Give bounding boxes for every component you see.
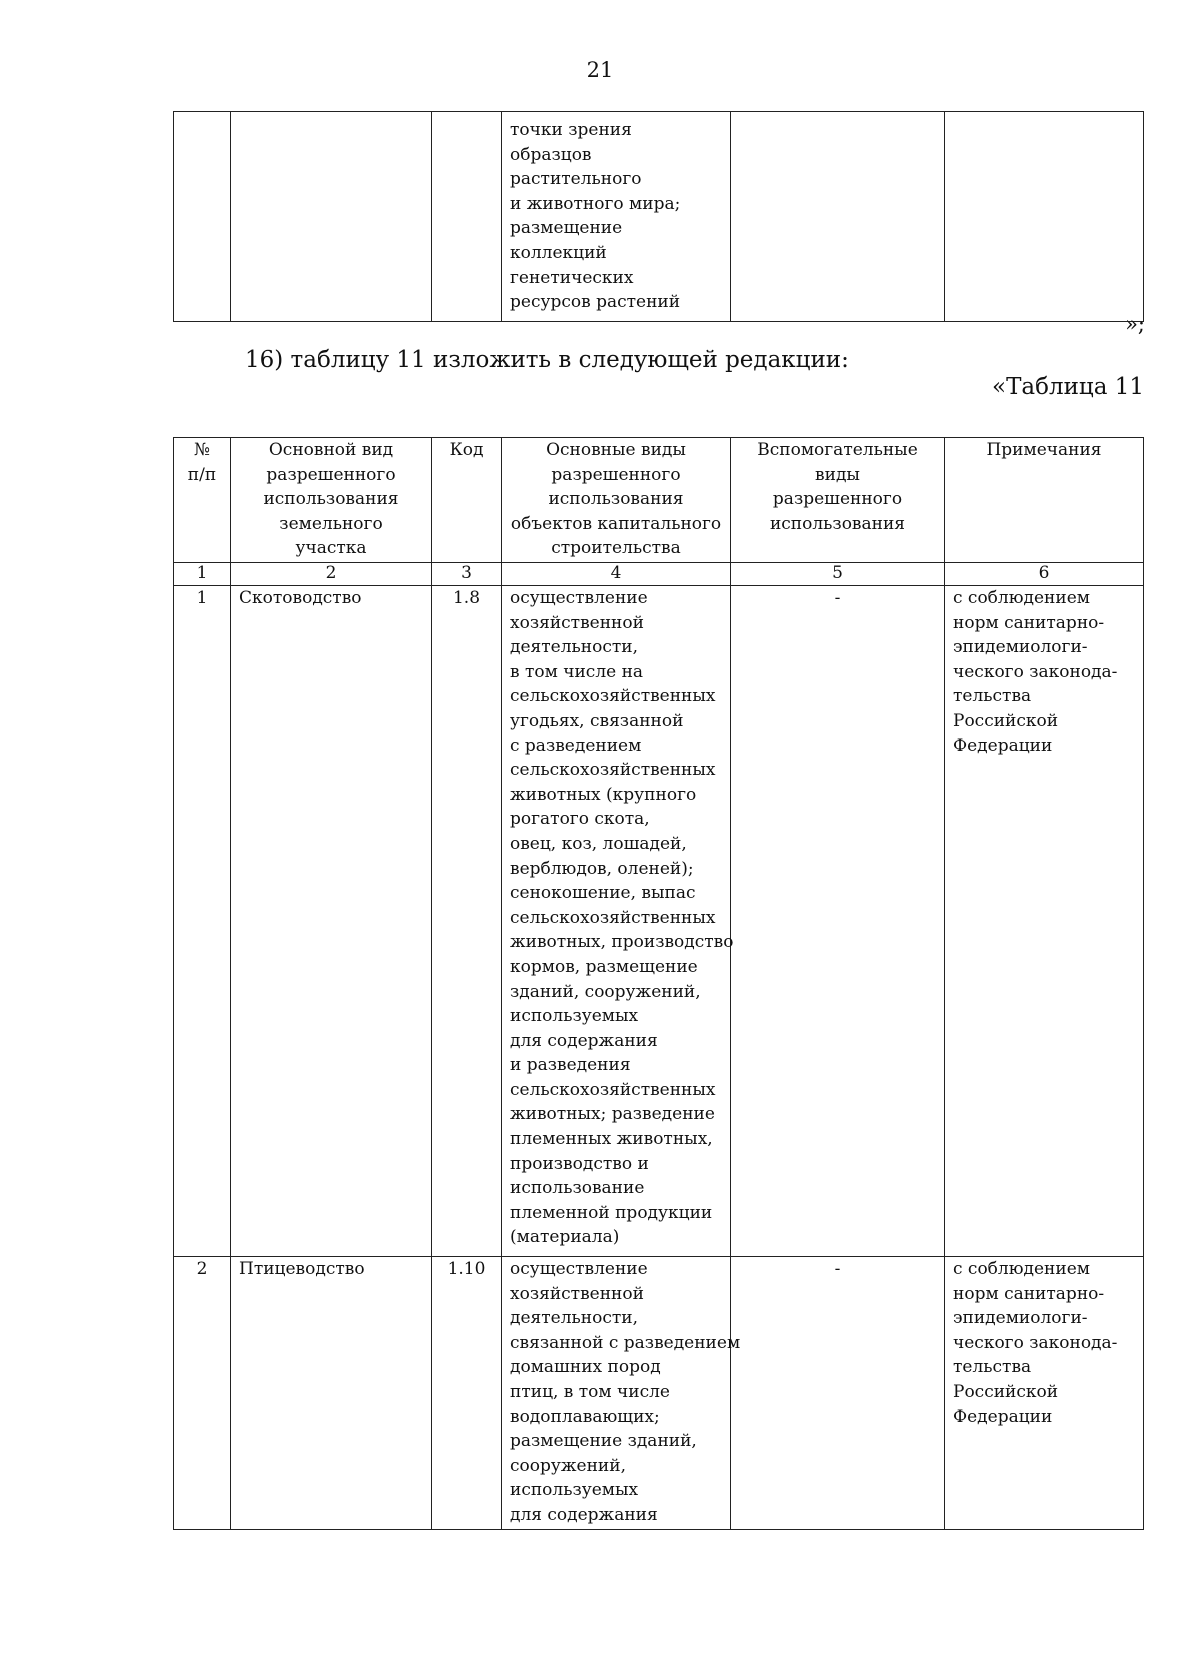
continued-table (173, 111, 1144, 322)
text-line: Российской (953, 1381, 1059, 1402)
column-number: 5 (731, 563, 945, 586)
cell-code (432, 112, 502, 322)
closing-quote: »; (1125, 312, 1145, 336)
text-line: эпидемиологи- (953, 637, 1088, 658)
text-line: с соблюдением (953, 588, 1090, 608)
text-line: в том числе на (510, 661, 644, 682)
text-line: связанной с разведением (510, 1332, 741, 1353)
text-line: сооружений, (510, 1455, 626, 1476)
text-line: Российской (953, 710, 1059, 731)
text-line: для содержания (510, 1030, 658, 1051)
text-line: использования (263, 489, 399, 510)
text-line: ческого законода- (953, 1332, 1118, 1353)
table-row (174, 1257, 1144, 1530)
text-line: п/п (187, 464, 217, 485)
text-line: и разведения (510, 1055, 631, 1076)
header-code (432, 438, 502, 563)
text-line: сельскохозяйственных (510, 760, 716, 781)
text-line: деятельности, (510, 1308, 638, 1329)
table-label: «Таблица 11 (992, 374, 1144, 400)
text-line: домашних пород (510, 1357, 661, 1378)
text-line: осуществление (510, 1259, 648, 1279)
text-line: генетических (510, 267, 634, 288)
text-line: норм санитарно- (953, 612, 1105, 633)
row-aux-uses: - (731, 1257, 945, 1530)
header-primary-use (231, 438, 432, 563)
row-num: 2 (174, 1257, 231, 1530)
text-line: верблюдов, оленей); (510, 858, 694, 879)
table-row (174, 586, 1144, 1257)
text-line: объектов капитального (510, 513, 722, 534)
text-line: животных (крупного (510, 784, 697, 805)
text-line: Примечания (986, 440, 1102, 460)
text-line: Вспомогательные (757, 440, 918, 460)
text-line: племенной продукции (510, 1202, 713, 1223)
text-line: точки зрения (510, 120, 632, 140)
text-line: виды (815, 464, 860, 485)
text-line: размещение (510, 218, 623, 239)
column-number-row (174, 563, 1144, 586)
cell-main-uses (502, 112, 731, 322)
text-line: с соблюдением (953, 1259, 1090, 1279)
column-number: 6 (945, 563, 1144, 586)
table-row (174, 112, 1144, 322)
text-line: зданий, сооружений, (510, 981, 701, 1002)
text-line: для содержания (510, 1504, 658, 1525)
text-line: птиц, в том числе (510, 1381, 670, 1402)
text-line: земельного (279, 513, 383, 534)
header-main-uses (502, 438, 731, 563)
row-aux-uses: - (731, 586, 945, 1257)
row-code: 1.10 (432, 1257, 502, 1530)
text-line: рогатого скота, (510, 809, 650, 830)
text-line: племенных животных, (510, 1129, 713, 1150)
column-number: 4 (502, 563, 731, 586)
row-notes (945, 1257, 1144, 1530)
text-line: используемых (510, 1480, 639, 1501)
text-line: ресурсов растений (510, 292, 681, 313)
text-line: разрешенного (772, 489, 903, 510)
text-line: использование (510, 1178, 645, 1199)
header-num (174, 438, 231, 563)
text-line: и животного мира; (510, 193, 681, 214)
text-line: животных; разведение (510, 1104, 715, 1125)
text-line: осуществление (510, 588, 648, 608)
text-line: разрешенного (551, 464, 681, 485)
text-line: № (193, 440, 211, 460)
row-use-name: Скотоводство (231, 586, 432, 1257)
text-line: использования (548, 489, 684, 510)
text-line: хозяйственной (510, 1283, 644, 1304)
text-line: участка (295, 538, 367, 559)
text-line: коллекций (510, 242, 607, 263)
text-line: строительства (551, 538, 681, 559)
text-line: норм санитарно- (953, 1283, 1105, 1304)
text-line: использования (769, 513, 906, 534)
text-line: сенокошение, выпас (510, 883, 696, 904)
row-notes (945, 586, 1144, 1257)
text-line: сельскохозяйственных (510, 1079, 716, 1100)
table-header-row (174, 438, 1144, 563)
text-line: кормов, размещение (510, 956, 698, 977)
amendment-heading: 16) таблицу 11 изложить в следующей редакции: (245, 347, 849, 373)
text-line: сельскохозяйственных (510, 686, 716, 707)
header-notes (945, 438, 1144, 563)
text-line: водоплавающих; (510, 1406, 660, 1427)
header-aux-uses (731, 438, 945, 563)
cell-num (174, 112, 231, 322)
text-line: эпидемиологи- (953, 1308, 1088, 1329)
text-line: размещение зданий, (510, 1431, 697, 1452)
text-line: животных, производство (510, 932, 734, 953)
text-line: деятельности, (510, 637, 638, 658)
row-use-name: Птицеводство (231, 1257, 432, 1530)
text-line: Основные виды (546, 440, 686, 460)
text-line: ческого законода- (953, 661, 1118, 682)
table-11 (173, 437, 1144, 1530)
row-num: 1 (174, 586, 231, 1257)
text-line: разрешенного (266, 464, 396, 485)
text-line: с разведением (510, 735, 642, 756)
text-line: тельства (953, 1357, 1032, 1378)
text-line: растительного (510, 169, 642, 190)
page-number: 21 (586, 58, 614, 82)
text-line: овец, коз, лошадей, (510, 833, 687, 854)
text-line: (материала) (510, 1227, 620, 1248)
column-number: 1 (174, 563, 231, 586)
text-line: сельскохозяйственных (510, 907, 716, 928)
text-line: Основной вид (268, 440, 394, 460)
row-code: 1.8 (432, 586, 502, 1257)
text-line: Федерации (953, 1406, 1053, 1427)
text-line: Федерации (953, 735, 1053, 756)
column-number: 3 (432, 563, 502, 586)
text-line: Код (449, 440, 484, 460)
cell-name (231, 112, 432, 322)
text-line: используемых (510, 1006, 639, 1027)
text-line: угодьях, связанной (510, 710, 684, 731)
cell-notes (945, 112, 1144, 322)
row-main-uses (502, 586, 734, 1257)
row-main-uses (502, 1257, 741, 1530)
text-line: хозяйственной (510, 612, 644, 633)
column-number: 2 (231, 563, 432, 586)
cell-aux-uses (731, 112, 945, 322)
text-line: тельства (953, 686, 1032, 707)
text-line: образцов (510, 144, 592, 165)
text-line: производство и (510, 1153, 649, 1174)
